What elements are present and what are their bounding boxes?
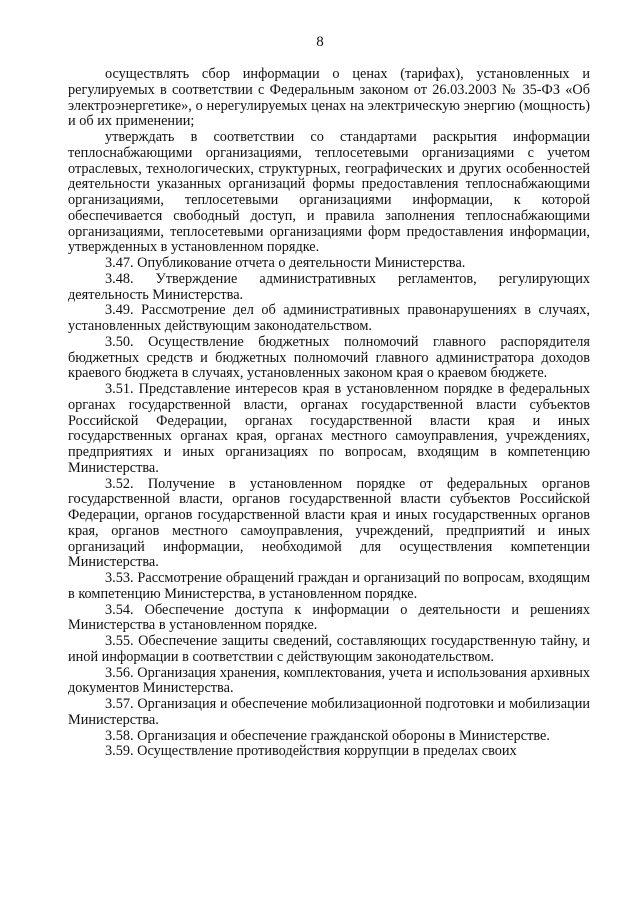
paragraph-3-53: 3.53. Рассмотрение обращений граждан и организаций по вопросам, входящим в компетенцию Министерства, в установленном порядке.: [68, 570, 590, 602]
paragraph-disclosure-standards: утверждать в соответствии со стандартами раскрытия информации теплоснабжающими организациями, теплосетевыми организациями с учетом отраслевых, технологических, структурных, географических и других особенностей деятельности указанных организаций формы предоставления теплоснабжающими организациями, теплосетевыми организациями информации, к которой обеспечивается свободный доступ, и правила заполнения теплоснабжающими организациями, теплосетевыми организациями форм предоставления информации, утвержденных в установленном порядке.: [68, 129, 590, 256]
paragraph-3-58: 3.58. Организация и обеспечение гражданской обороны в Министерстве.: [105, 727, 550, 744]
paragraph-3-50: 3.50. Осуществление бюджетных полномочий главного распорядителя бюджетных средств и бюджетных полномочий главного администратора доходов краевого бюджета в случаях, установленных законом края о краевом бюджете.: [68, 333, 590, 382]
paragraph-3-59: 3.59. Осуществление противодействия коррупции в пределах своих: [105, 743, 517, 760]
page-number: 8: [316, 34, 324, 50]
paragraph-3-47: 3.47. Опубликование отчета о деятельности Министерства.: [105, 255, 466, 271]
paragraph-3-49: 3.49. Рассмотрение дел об административных правонарушениях в случаях, установленных действующим законодательством.: [68, 302, 590, 334]
paragraph-3-48: 3.48. Утверждение административных регламентов, регулирующих деятельность Министерства.: [68, 270, 590, 303]
paragraph-price-info: осуществлять сбор информации о ценах (тарифах), установленных и регулируемых в соответствии с Федеральным законом от 26.03.2003 № 35-ФЗ «Об электроэнергетике», о нерегулируемых ценах на электрическую энергию (мощность) и об их применении;: [68, 66, 590, 130]
paragraph-3-55: 3.55. Обеспечение защиты сведений, составляющих государственную тайну, и иной информации в соответствии с действующим законодательством.: [68, 633, 590, 665]
paragraph-3-54: 3.54. Обеспечение доступа к информации о деятельности и решениях Министерства в установленном порядке.: [68, 601, 590, 634]
paragraph-3-57: 3.57. Организация и обеспечение мобилизационной подготовки и мобилизации Министерства.: [68, 696, 590, 728]
paragraph-3-56: 3.56. Организация хранения, комплектования, учета и использования архивных документов Министерства.: [68, 664, 590, 697]
paragraph-3-51: 3.51. Представление интересов края в установленном порядке в федеральных органах государственной власти, органах государственной власти субъектов Российской Федерации, органах государственной власти края и иных государственных органах края, органах местного самоуправления, учреждениях, предприятиях и иных организациях по вопросам, входящим в компетенцию Министерства.: [68, 381, 590, 476]
document-body: [68, 67, 590, 760]
paragraph-3-52: 3.52. Получение в установленном порядке от федеральных органов государственной власти, органов государственной власти субъектов Российской Федерации, органов государственной власти края и иных государственных органов края, органов местного самоуправления, учреждений, предприятий и иных организаций информации, необходимой для осуществления компетенции Министерства.: [68, 475, 590, 571]
